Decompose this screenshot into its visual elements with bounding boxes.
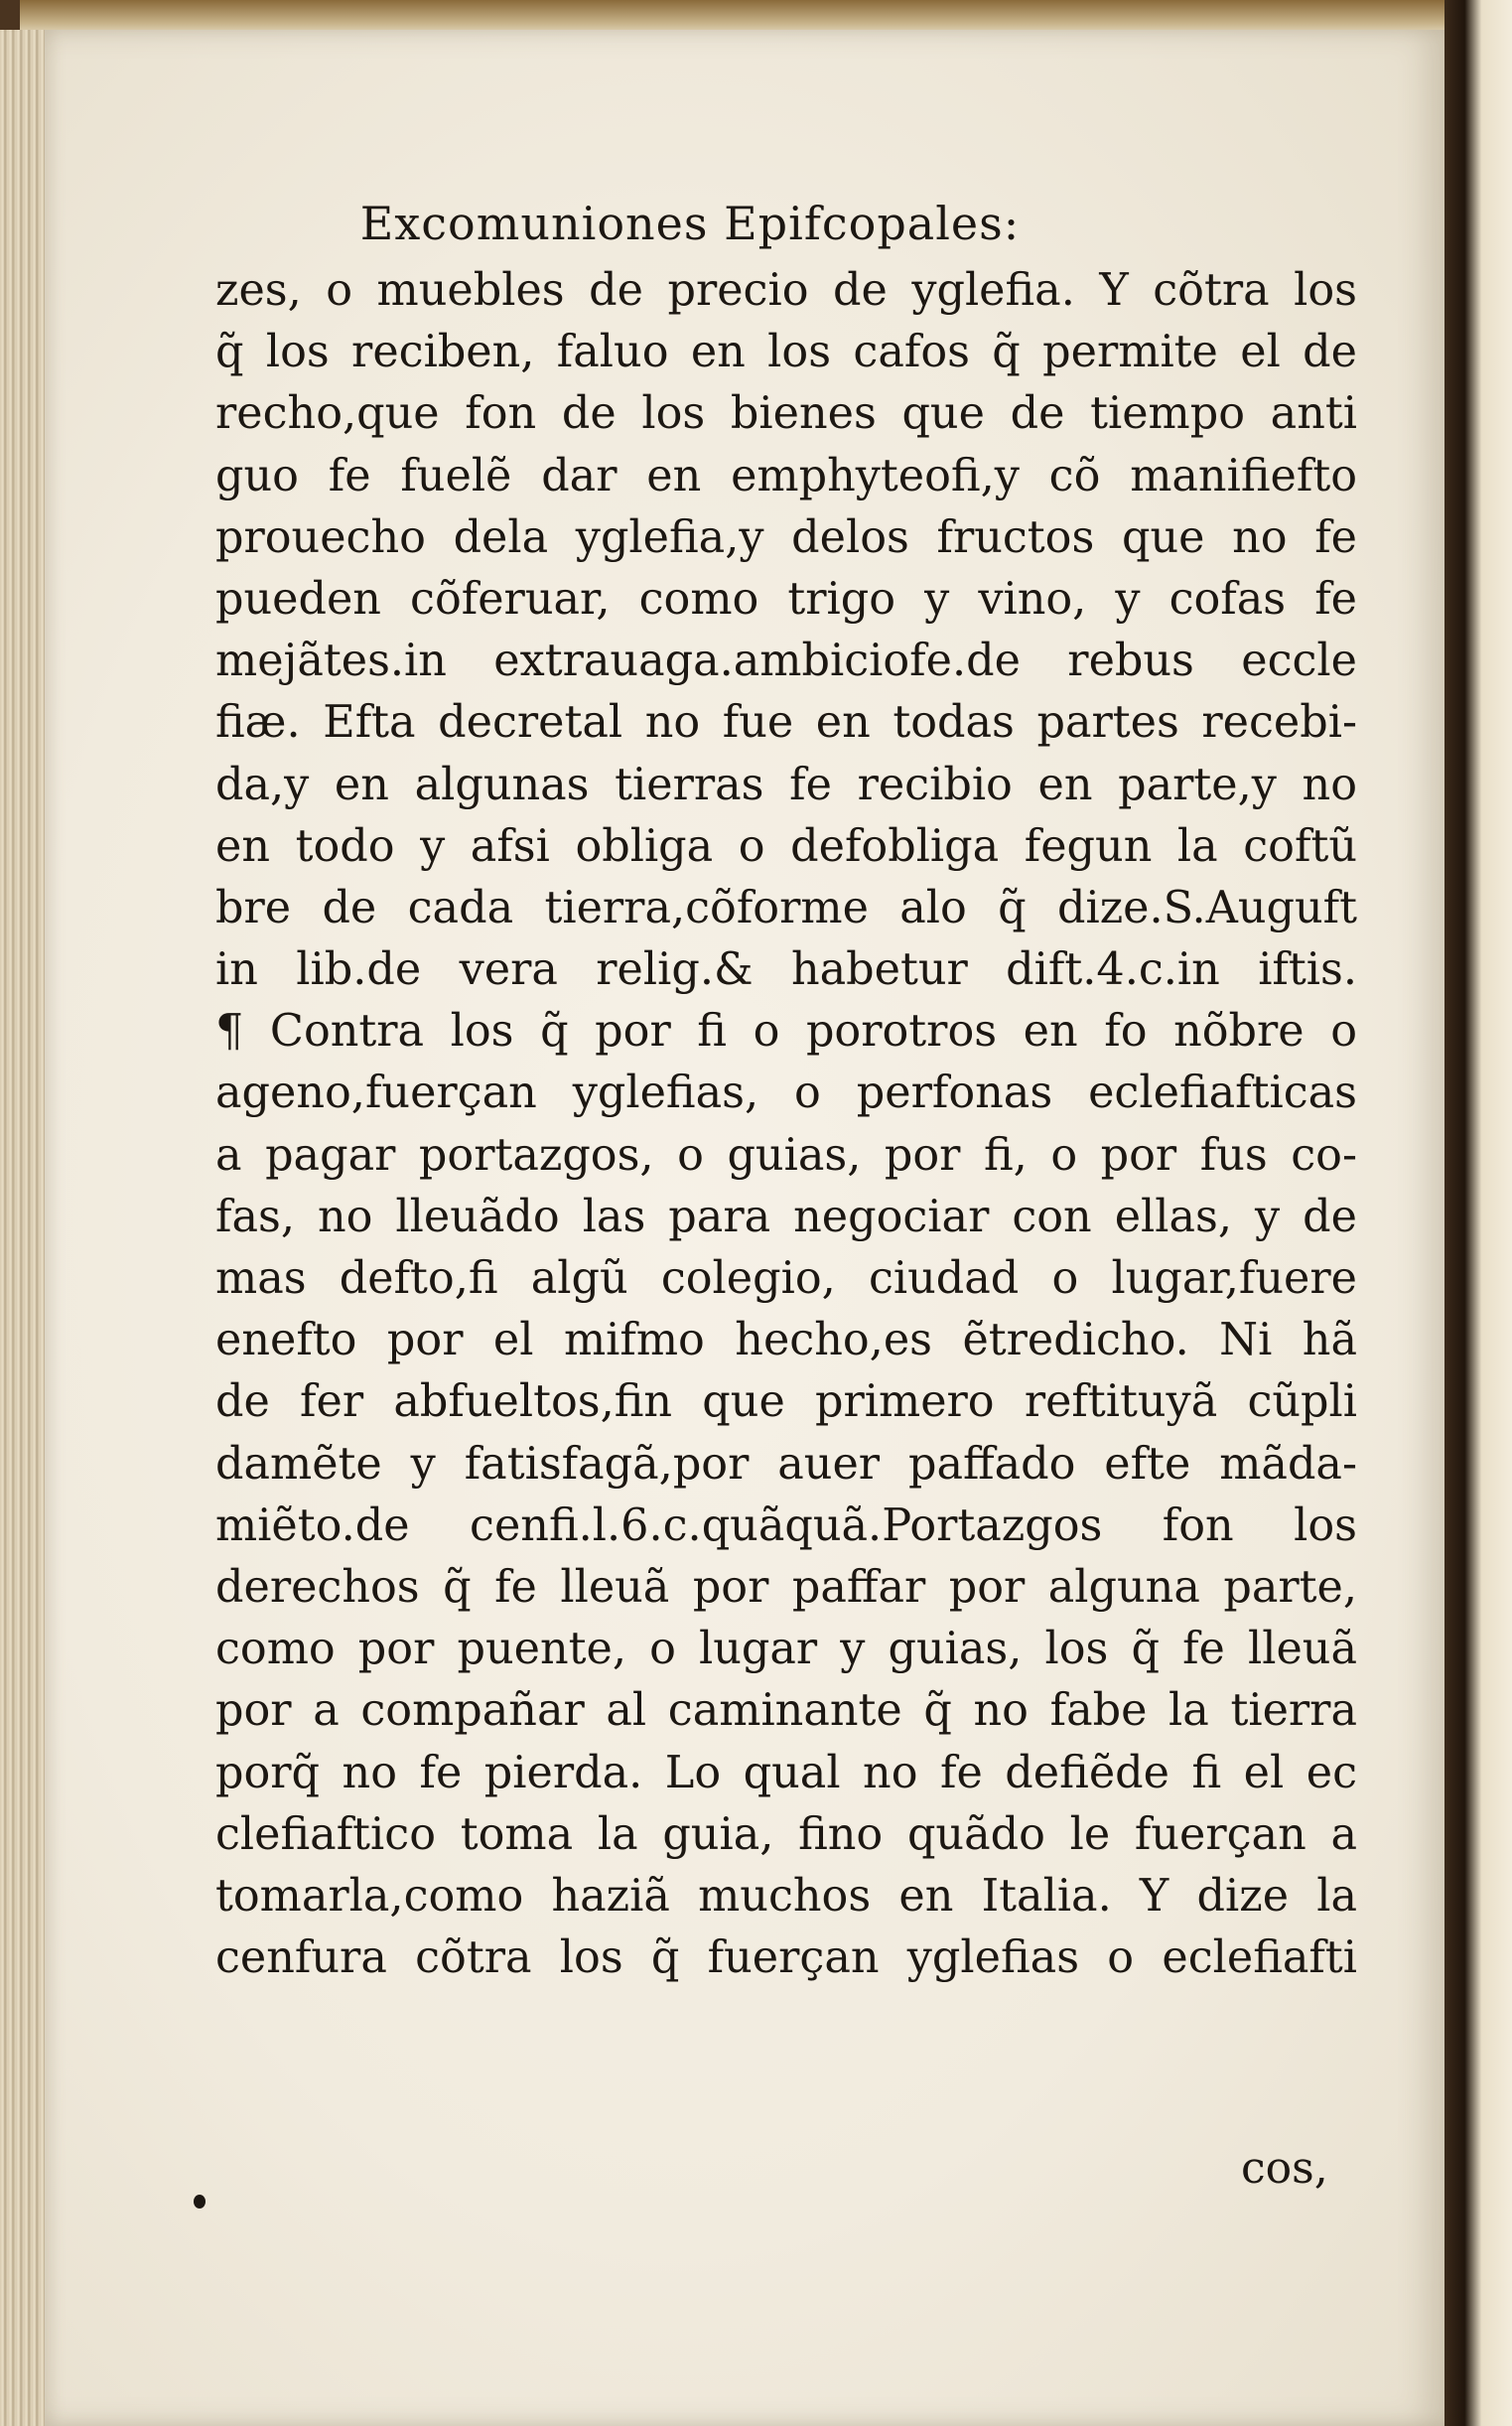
text-line: fas, no lleuãdo las para negociar con ellas, y de	[215, 1191, 1357, 1242]
text-line: tomarla,como haziã muchos en Italia. Y dize la	[215, 1870, 1357, 1922]
book-page	[45, 30, 1444, 2426]
text-line: cenfura cõtra los q̃ fuerçan yglefias o eclefiafti	[215, 1932, 1357, 1984]
text-line: in lib.de vera relig.& habetur dift.4.c.in iftis.	[215, 944, 1357, 996]
text-line: ¶ Contra los q̃ por fi o porotros en fo nõbre o	[215, 1006, 1357, 1058]
text-line: guo fe fuelẽ dar en emphyteofi,y cõ manifiefto	[215, 450, 1357, 501]
ink-speck	[194, 2195, 206, 2209]
text-line: mas defto,fi algũ colegio, ciudad o lugar,fuere	[215, 1253, 1357, 1304]
text-line: por a compañar al caminante q̃ no fabe la tierra	[215, 1685, 1357, 1737]
text-line: mejãtes.in extrauaga.ambiciofe.de rebus eccle	[215, 636, 1357, 687]
text-line: ageno,fuerçan yglefias, o perfonas eclefiafticas	[215, 1068, 1357, 1119]
text-line: da,y en algunas tierras fe recibio en parte,y no	[215, 759, 1357, 810]
text-line: fiæ. Efta decretal no fue en todas partes recebi-	[215, 697, 1357, 749]
text-line: como por puente, o lugar y guias, los q̃ fe lleuã	[215, 1624, 1357, 1675]
text-line: q̃ los reciben, faluo en los cafos q̃ permite el de	[215, 327, 1357, 378]
facing-page-edge	[1444, 0, 1512, 2426]
text-line: miẽto.de cenfi.l.6.c.quãquã.Portazgos fon los	[215, 1499, 1357, 1551]
text-line: enefto por el mifmo hecho,es ẽtredicho. Ni hã	[215, 1315, 1357, 1366]
text-line: porq̃ no fe pierda. Lo qual no fe defiẽde fi el ec	[215, 1747, 1357, 1798]
text-line: a pagar portazgos, o guias, por fi, o por fus co-	[215, 1129, 1357, 1181]
text-line: derechos q̃ fe lleuã por paffar por alguna parte,	[215, 1561, 1357, 1613]
text-line: clefiaftico toma la guia, fino quãdo le fuerçan a	[215, 1808, 1357, 1860]
text-line: damẽte y fatisfagã,por auer paffado efte mãda-	[215, 1438, 1357, 1490]
text-line: prouecho dela yglefia,y delos fructos que no fe	[215, 511, 1357, 563]
text-line: zes, o muebles de precio de yglefia. Y cõtra los	[215, 265, 1357, 316]
body-text	[215, 260, 1357, 1989]
text-line: recho,que fon de los bienes que de tiempo anti	[215, 388, 1357, 440]
text-line: en todo y afsi obliga o defobliga fegun la coftũ	[215, 820, 1357, 872]
page-stack-edge	[0, 30, 50, 2426]
running-header: Excomuniones Epifcopales:	[359, 197, 1021, 250]
catchword: cos,	[1241, 2143, 1328, 2194]
text-line: pueden cõferuar, como trigo y vino, y cofas fe	[215, 573, 1357, 625]
text-line: bre de cada tierra,cõforme alo q̃ dize.S.Auguft	[215, 882, 1357, 933]
text-line: de fer abfueltos,fin que primero reftituyã cũpli	[215, 1376, 1357, 1428]
